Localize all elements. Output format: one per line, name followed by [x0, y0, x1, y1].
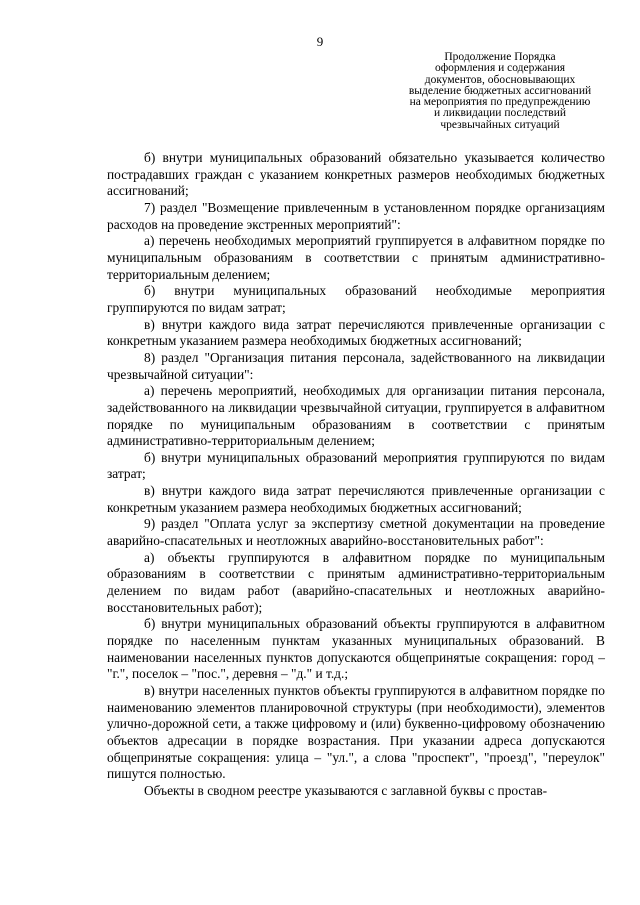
paragraph: а) объекты группируются в алфавитном порядке по муниципальным образованиям в соответствии с принятым административно-территориальным делением по видам работ (аварийно-спасательных и неотложных аварийно-восстановительных работ);	[107, 549, 605, 615]
paragraph: б) внутри муниципальных образований необходимые мероприятия группируются по видам затрат;	[107, 283, 605, 315]
paragraph: б) внутри муниципальных образований обязательно указывается количество пострадавших граждан с указанием конкретных размеров необходимых бюджетных ассигнований;	[107, 150, 605, 199]
continuation-note-line: и ликвидации последствий	[433, 107, 567, 120]
paragraph: в) внутри населенных пунктов объекты группируются в алфавитном порядке по наименованию элементов планировочной структуры (при необходимости), элементов улично-дорожной сети, а также цифровому и (или) буквенно-цифровому обозначению объектов адресации в порядке возрастания. При указании адреса допускаются общепринятые сокращения: улица – "ул.", а слова "проспект", "проезд", "переулок" пишутся полностью.	[107, 683, 605, 782]
continuation-note-line: чрезвычайных ситуаций	[440, 118, 560, 131]
paragraph: б) внутри муниципальных образований мероприятия группируются по видам затрат;	[107, 449, 605, 482]
continuation-note	[385, 52, 615, 131]
page-number: 9	[316, 34, 324, 49]
continuation-note-line: на мероприятия по предупреждению	[409, 96, 591, 109]
paragraph: а) перечень необходимых мероприятий группируется в алфавитном порядке по муниципальным образованиям в соответствии с принятым административно-территориальным делением;	[107, 233, 605, 282]
paragraph: 8) раздел "Организация питания персонала, задействованного на ликвидации чрезвычайной ситуации":	[107, 349, 605, 382]
document-body	[107, 150, 605, 800]
paragraph: а) перечень мероприятий, необходимых для организации питания персонала, задействованного на ликвидации чрезвычайной ситуации, группируется в алфавитном порядке по муниципальным образованиям в соответствии с принятым административно-территориальным делением;	[107, 383, 605, 449]
paragraph: 9) раздел "Оплата услуг за экспертизу сметной документации на проведение аварийно-спасательных и неотложных аварийно-восстановительных работ":	[107, 516, 605, 549]
paragraph: в) внутри каждого вида затрат перечисляются привлеченные организации с конкретным указанием размера необходимых бюджетных ассигнований;	[107, 316, 605, 349]
continuation-note-line: документов, обосновывающих	[424, 73, 576, 86]
paragraph: б) внутри муниципальных образований объекты группируются в алфавитном порядке по населенным пунктам указанных муниципальных образований. В наименовании населенных пунктов допускаются общепринятые сокращения: город – "г.", поселок – "пос.", деревня – "д." и т.д.;	[107, 616, 605, 682]
paragraph: Объекты в сводном реестре указываются с заглавной буквы с простав-	[144, 782, 548, 798]
paragraph: в) внутри каждого вида затрат перечисляются привлеченные организации с конкретным указанием размера необходимых бюджетных ассигнований;	[107, 483, 605, 515]
continuation-note-line: оформления и содержания	[434, 62, 566, 75]
continuation-note-line: Продолжение Порядка	[444, 51, 556, 63]
paragraph: 7) раздел "Возмещение привлеченным в установленном порядке организациям расходов на проведение экстренных мероприятий":	[107, 199, 605, 232]
continuation-note-line: выделение бюджетных ассигнований	[408, 84, 592, 97]
